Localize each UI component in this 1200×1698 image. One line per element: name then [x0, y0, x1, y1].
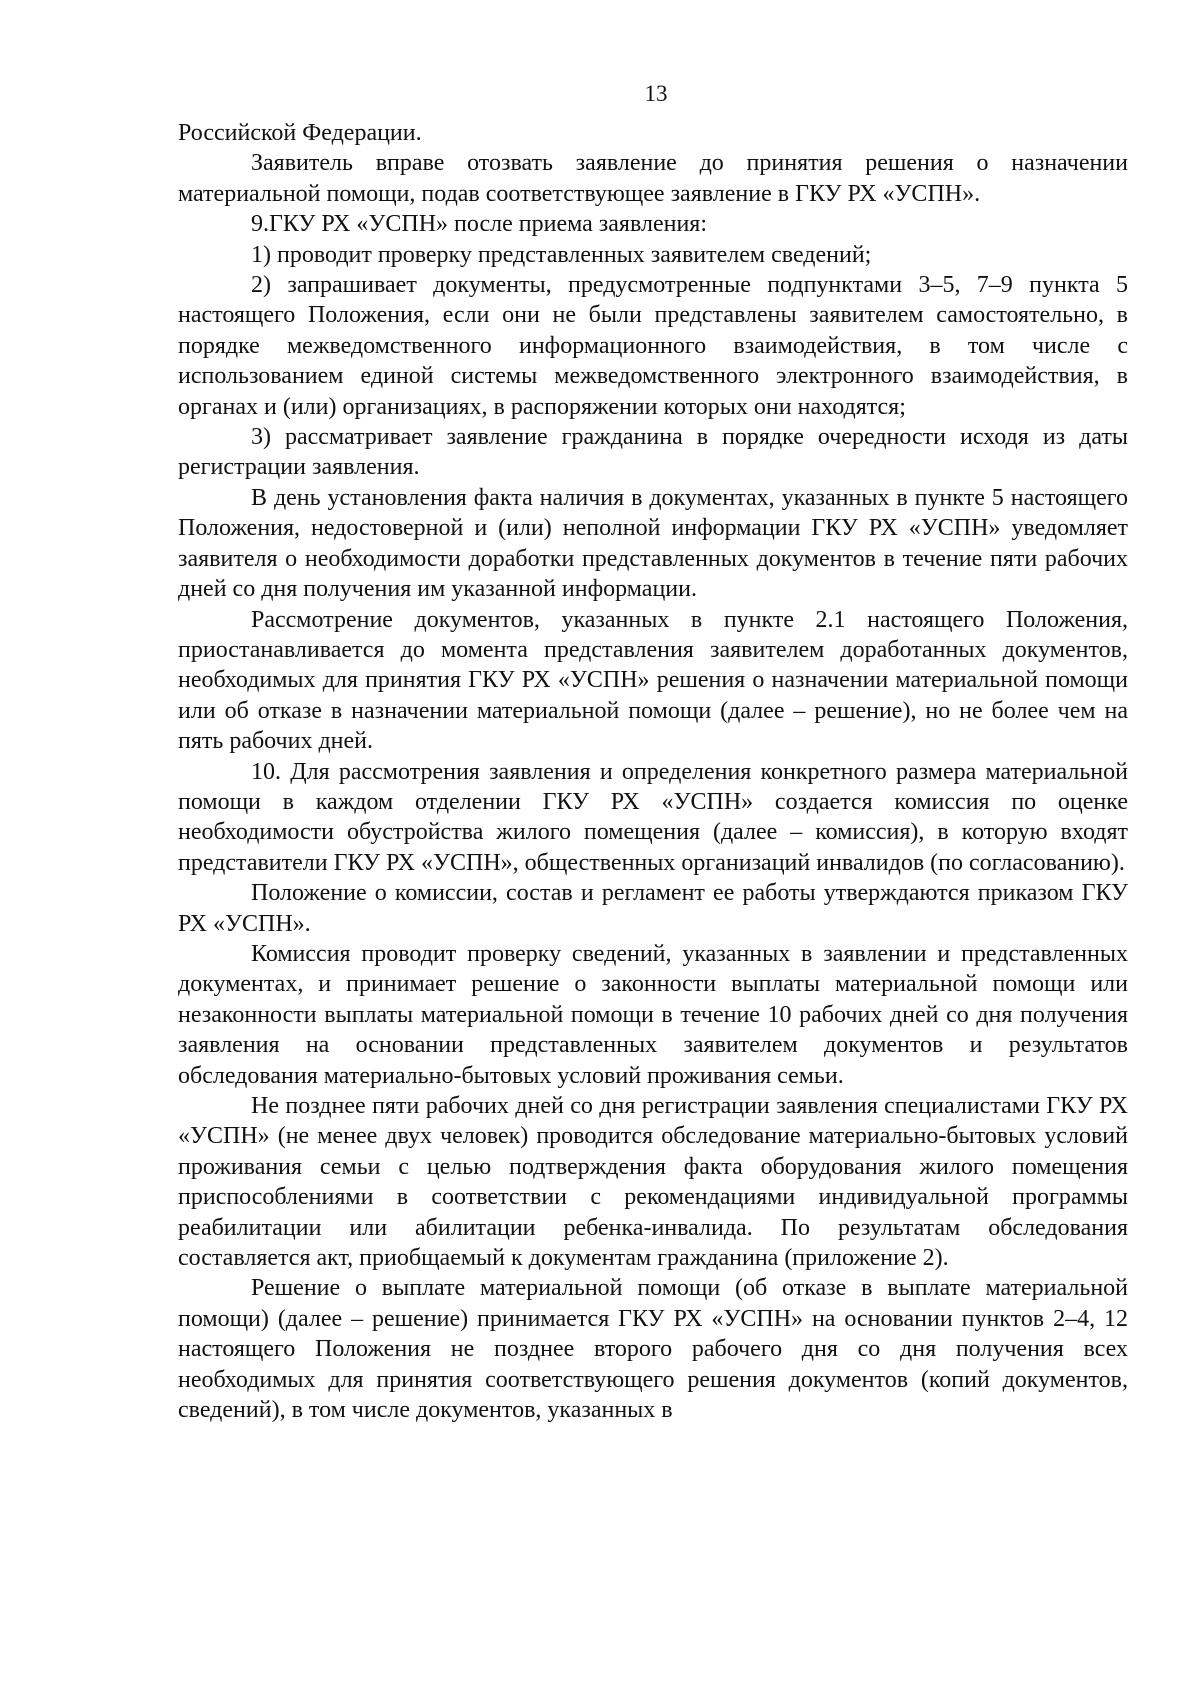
- paragraph: Не позднее пяти рабочих дней со дня регистрации заявления специалистами ГКУ РХ «УСПН» (не менее двух человек) проводится обследование материально-бытовых условий проживания семьи с целью подтверждения факта оборудования жилого помещения приспособлениями в соответствии с рекомендациями индивидуальной программы реабилитации или абилитации ребенка-инвалида. По результатам обследования составляется акт, приобщаемый к документам гражданина (приложение 2).: [178, 1093, 1128, 1272]
- paragraph: Положение о комиссии, состав и регламент ее работы утверждаются приказом ГКУ РХ «УСПН».: [178, 880, 1128, 937]
- paragraph: 2) запрашивает документы, предусмотренные подпунктами 3–5, 7–9 пункта 5 настоящего Положения, если они не были представлены заявителем самостоятельно, в порядке межведомственного информационного взаимодействия, в том числе с использованием единой системы межведомственного электронного взаимодействия, в органах и (или) организациях, в распоряжении которых они находятся;: [178, 272, 1128, 420]
- document-body: [178, 118, 1128, 1425]
- paragraph: 3) рассматривает заявление гражданина в порядке очередности исходя из даты регистрации заявления.: [178, 424, 1128, 481]
- page-number: 13: [644, 81, 668, 106]
- paragraph: 9.ГКУ РХ «УСПН» после приема заявления:: [251, 211, 707, 238]
- paragraph: 1) проводит проверку представленных заявителем сведений;: [251, 241, 872, 268]
- paragraph: Решение о выплате материальной помощи (об отказе в выплате материальной помощи) (далее – решение) принимается ГКУ РХ «УСПН» на основании пунктов 2–4, 12 настоящего Положения не позднее второго рабочего дня со дня получения всех необходимых для принятия соответствующего решения документов (копий документов, сведений), в том числе документов, указанных в: [178, 1275, 1128, 1424]
- paragraph: Заявитель вправе отозвать заявление до принятия решения о назначении материальной помощи, подав соответствующее заявление в ГКУ РХ «УСПН».: [178, 150, 1128, 207]
- paragraph: 10. Для рассмотрения заявления и определения конкретного размера материальной помощи в каждом отделении ГКУ РХ «УСПН» создается комиссия по оценке необходимости обустройства жилого помещения (далее – комиссия), в которую входят представители ГКУ РХ «УСПН», общественных организаций инвалидов (по согласованию).: [178, 758, 1128, 876]
- paragraph: Российской Федерации.: [178, 120, 422, 146]
- paragraph: В день установления факта наличия в документах, указанных в пункте 5 настоящего Положения, недостоверной и (или) неполной информации ГКУ РХ «УСПН» уведомляет заявителя о необходимости доработки представленных документов в течение пяти рабочих дней со дня получения им указанной информации.: [178, 484, 1128, 603]
- paragraph: Комиссия проводит проверку сведений, указанных в заявлении и представленных документах, и принимает решение о законности выплаты материальной помощи или незаконности выплаты материальной помощи в течение 10 рабочих дней со дня получения заявления на основании представленных заявителем документов и результатов обследования материально-бытовых условий проживания семьи.: [178, 940, 1128, 1089]
- paragraph: Рассмотрение документов, указанных в пункте 2.1 настоящего Положения, приостанавливается до момента представления заявителем доработанных документов, необходимых для принятия ГКУ РХ «УСПН» решения о назначении материальной помощи или об отказе в назначении материальной помощи (далее – решение), но не более чем на пять рабочих дней.: [178, 606, 1128, 755]
